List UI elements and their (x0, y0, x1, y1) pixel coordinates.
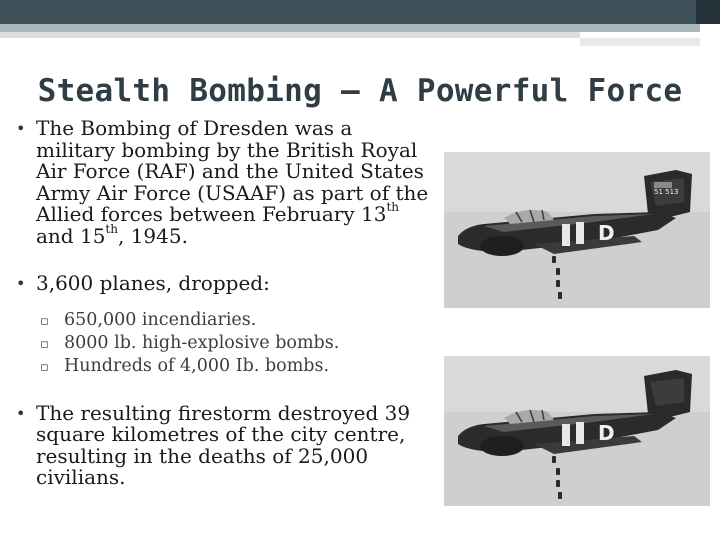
header-bar (0, 0, 720, 24)
bullet-line-text: and 15 (36, 223, 106, 248)
bullet-line: square kilometres of the city centre, (36, 422, 406, 446)
bullet-line (36, 221, 452, 248)
bullet-line: The resulting firestorm destroyed 39 (36, 400, 411, 425)
bullet-dot: • (16, 119, 26, 138)
header-stripe-light (0, 32, 580, 38)
bullet-planes (12, 273, 452, 295)
sub-bullet (12, 355, 452, 378)
bullet-line: resulting in the deaths of 25,000 (36, 443, 369, 468)
bullet-firestorm (12, 400, 452, 489)
bullet-line: civilians. (36, 465, 126, 489)
slide-body (12, 118, 452, 489)
header-stripe (0, 24, 700, 32)
sub-bullet (12, 332, 452, 355)
svg-text:D: D (598, 221, 615, 245)
sub-bullet-marker: ▫ (40, 313, 49, 329)
bullet-line: The Bombing of Dresden was a (36, 116, 353, 140)
ordinal-suffix: th (386, 200, 400, 215)
sub-bullet-text: 650,000 incendiaries. (64, 309, 257, 330)
bullet-dot: • (16, 274, 26, 293)
bullet-line (36, 200, 452, 226)
bullet-line: Air Force (RAF) and the United States (36, 159, 424, 183)
sub-bullet (12, 309, 452, 332)
sub-bullet-text: Hundreds of 4,000 Ib. bombs. (64, 355, 330, 376)
sub-bullet-marker: ▫ (40, 336, 49, 352)
svg-text:51 513: 51 513 (654, 188, 679, 196)
svg-text:D: D (598, 421, 615, 445)
bullet-dot: • (16, 403, 26, 423)
slide-title: Stealth Bombing – A Powerful Force (37, 73, 683, 109)
sub-bullet-list (12, 309, 452, 378)
bullet-line: military bombing by the British Royal (36, 137, 418, 162)
bullet-dresden (12, 118, 452, 247)
sub-bullet-marker: ▫ (40, 359, 49, 375)
bullet-line: Army Air Force (USAAF) as part of the (36, 180, 429, 205)
sub-bullet-text: 8000 lb. high-explosive bombs. (64, 332, 340, 353)
bomber-aircraft-image (444, 356, 710, 506)
bullet-line-text: Allied forces between February 13 (36, 202, 387, 226)
bullet-line-text: , 1945. (117, 223, 188, 248)
bomber-photo-bottom (444, 356, 710, 506)
bomber-aircraft-image (444, 152, 710, 308)
header-accent (696, 0, 720, 24)
bomber-photo-top (444, 152, 710, 308)
ordinal-suffix: th (105, 221, 118, 236)
bullet-line: 3,600 planes, dropped: (36, 271, 270, 295)
header-stripe-faint (580, 38, 700, 46)
